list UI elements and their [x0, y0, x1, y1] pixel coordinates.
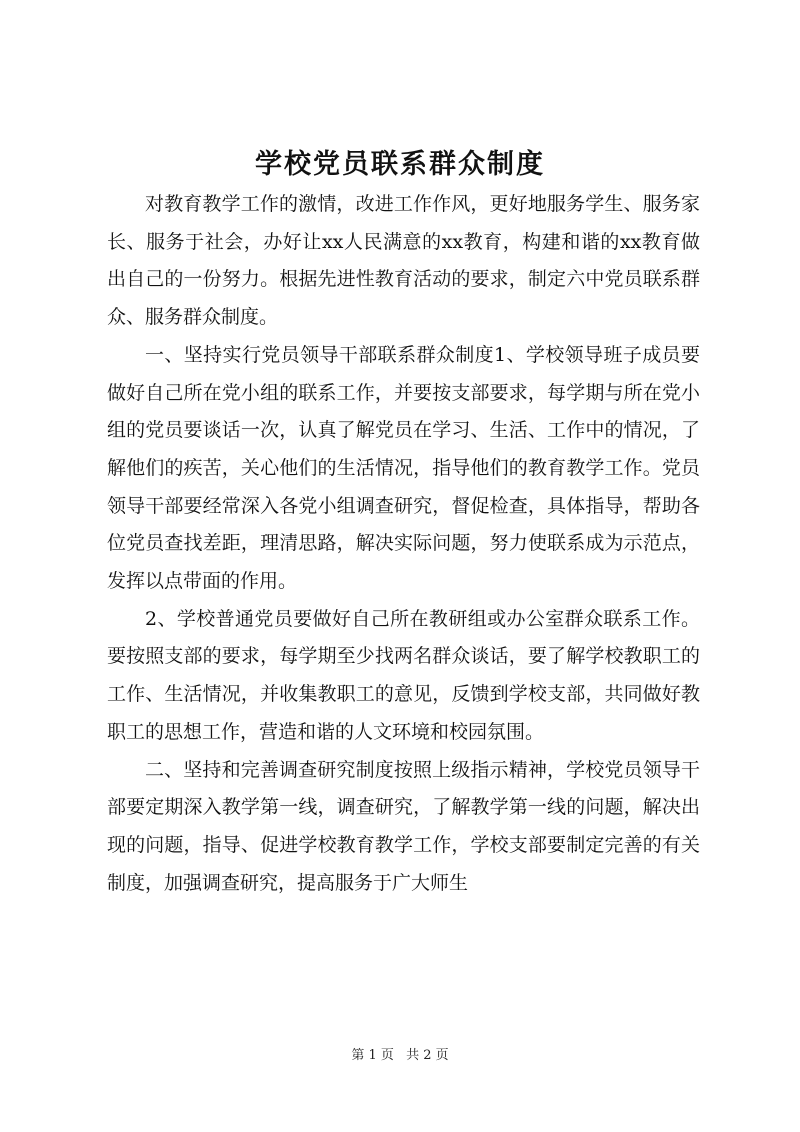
- paragraph-intro: 对教育教学工作的激情，改进工作作风，更好地服务学生、服务家长、服务于社会，办好让xx人民满意的xx教育，构建和谐的xx教育做出自己的一份努力。根据先进性教育活动的要求，制定六中党员联系群众、服务群众制度。: [107, 193, 700, 329]
- page-number-current: 第 1 页: [351, 1048, 394, 1063]
- page-footer: [0, 1044, 800, 1063]
- page-number-total: 共 2 页: [406, 1048, 449, 1063]
- paragraph-section-1-2: 2、学校普通党员要做好自己所在教研组或办公室群众联系工作。要按照支部的要求，每学期至少找两名群众谈话，要了解学校教职工的工作、生活情况，并收集教职工的意见，反馈到学校支部，共同做好教职工的思想工作，营造和谐的人文环境和校园氛围。: [107, 607, 700, 743]
- paragraph-section-2: 二、坚持和完善调查研究制度按照上级指示精神，学校党员领导干部要定期深入教学第一线，调查研究，了解教学第一线的问题，解决出现的问题，指导、促进学校教育教学工作，学校支部要制定完善的有关制度，加强调查研究，提高服务于广大师生: [107, 758, 700, 894]
- document-title: 学校党员联系群众制度: [255, 149, 545, 180]
- paragraph-section-1: 一、坚持实行党员领导干部联系群众制度1、学校领导班子成员要做好自己所在党小组的联系工作，并要按支部要求，每学期与所在党小组的党员要谈话一次，认真了解党员在学习、生活、工作中的情况，了解他们的疾苦，关心他们的生活情况，指导他们的教育教学工作。党员领导干部要经常深入各党小组调查研究，督促检查，具体指导，帮助各位党员查找差距，理清思路，解决实际问题，努力使联系成为示范点，发挥以点带面的作用。: [107, 343, 700, 593]
- document-body: [107, 186, 700, 902]
